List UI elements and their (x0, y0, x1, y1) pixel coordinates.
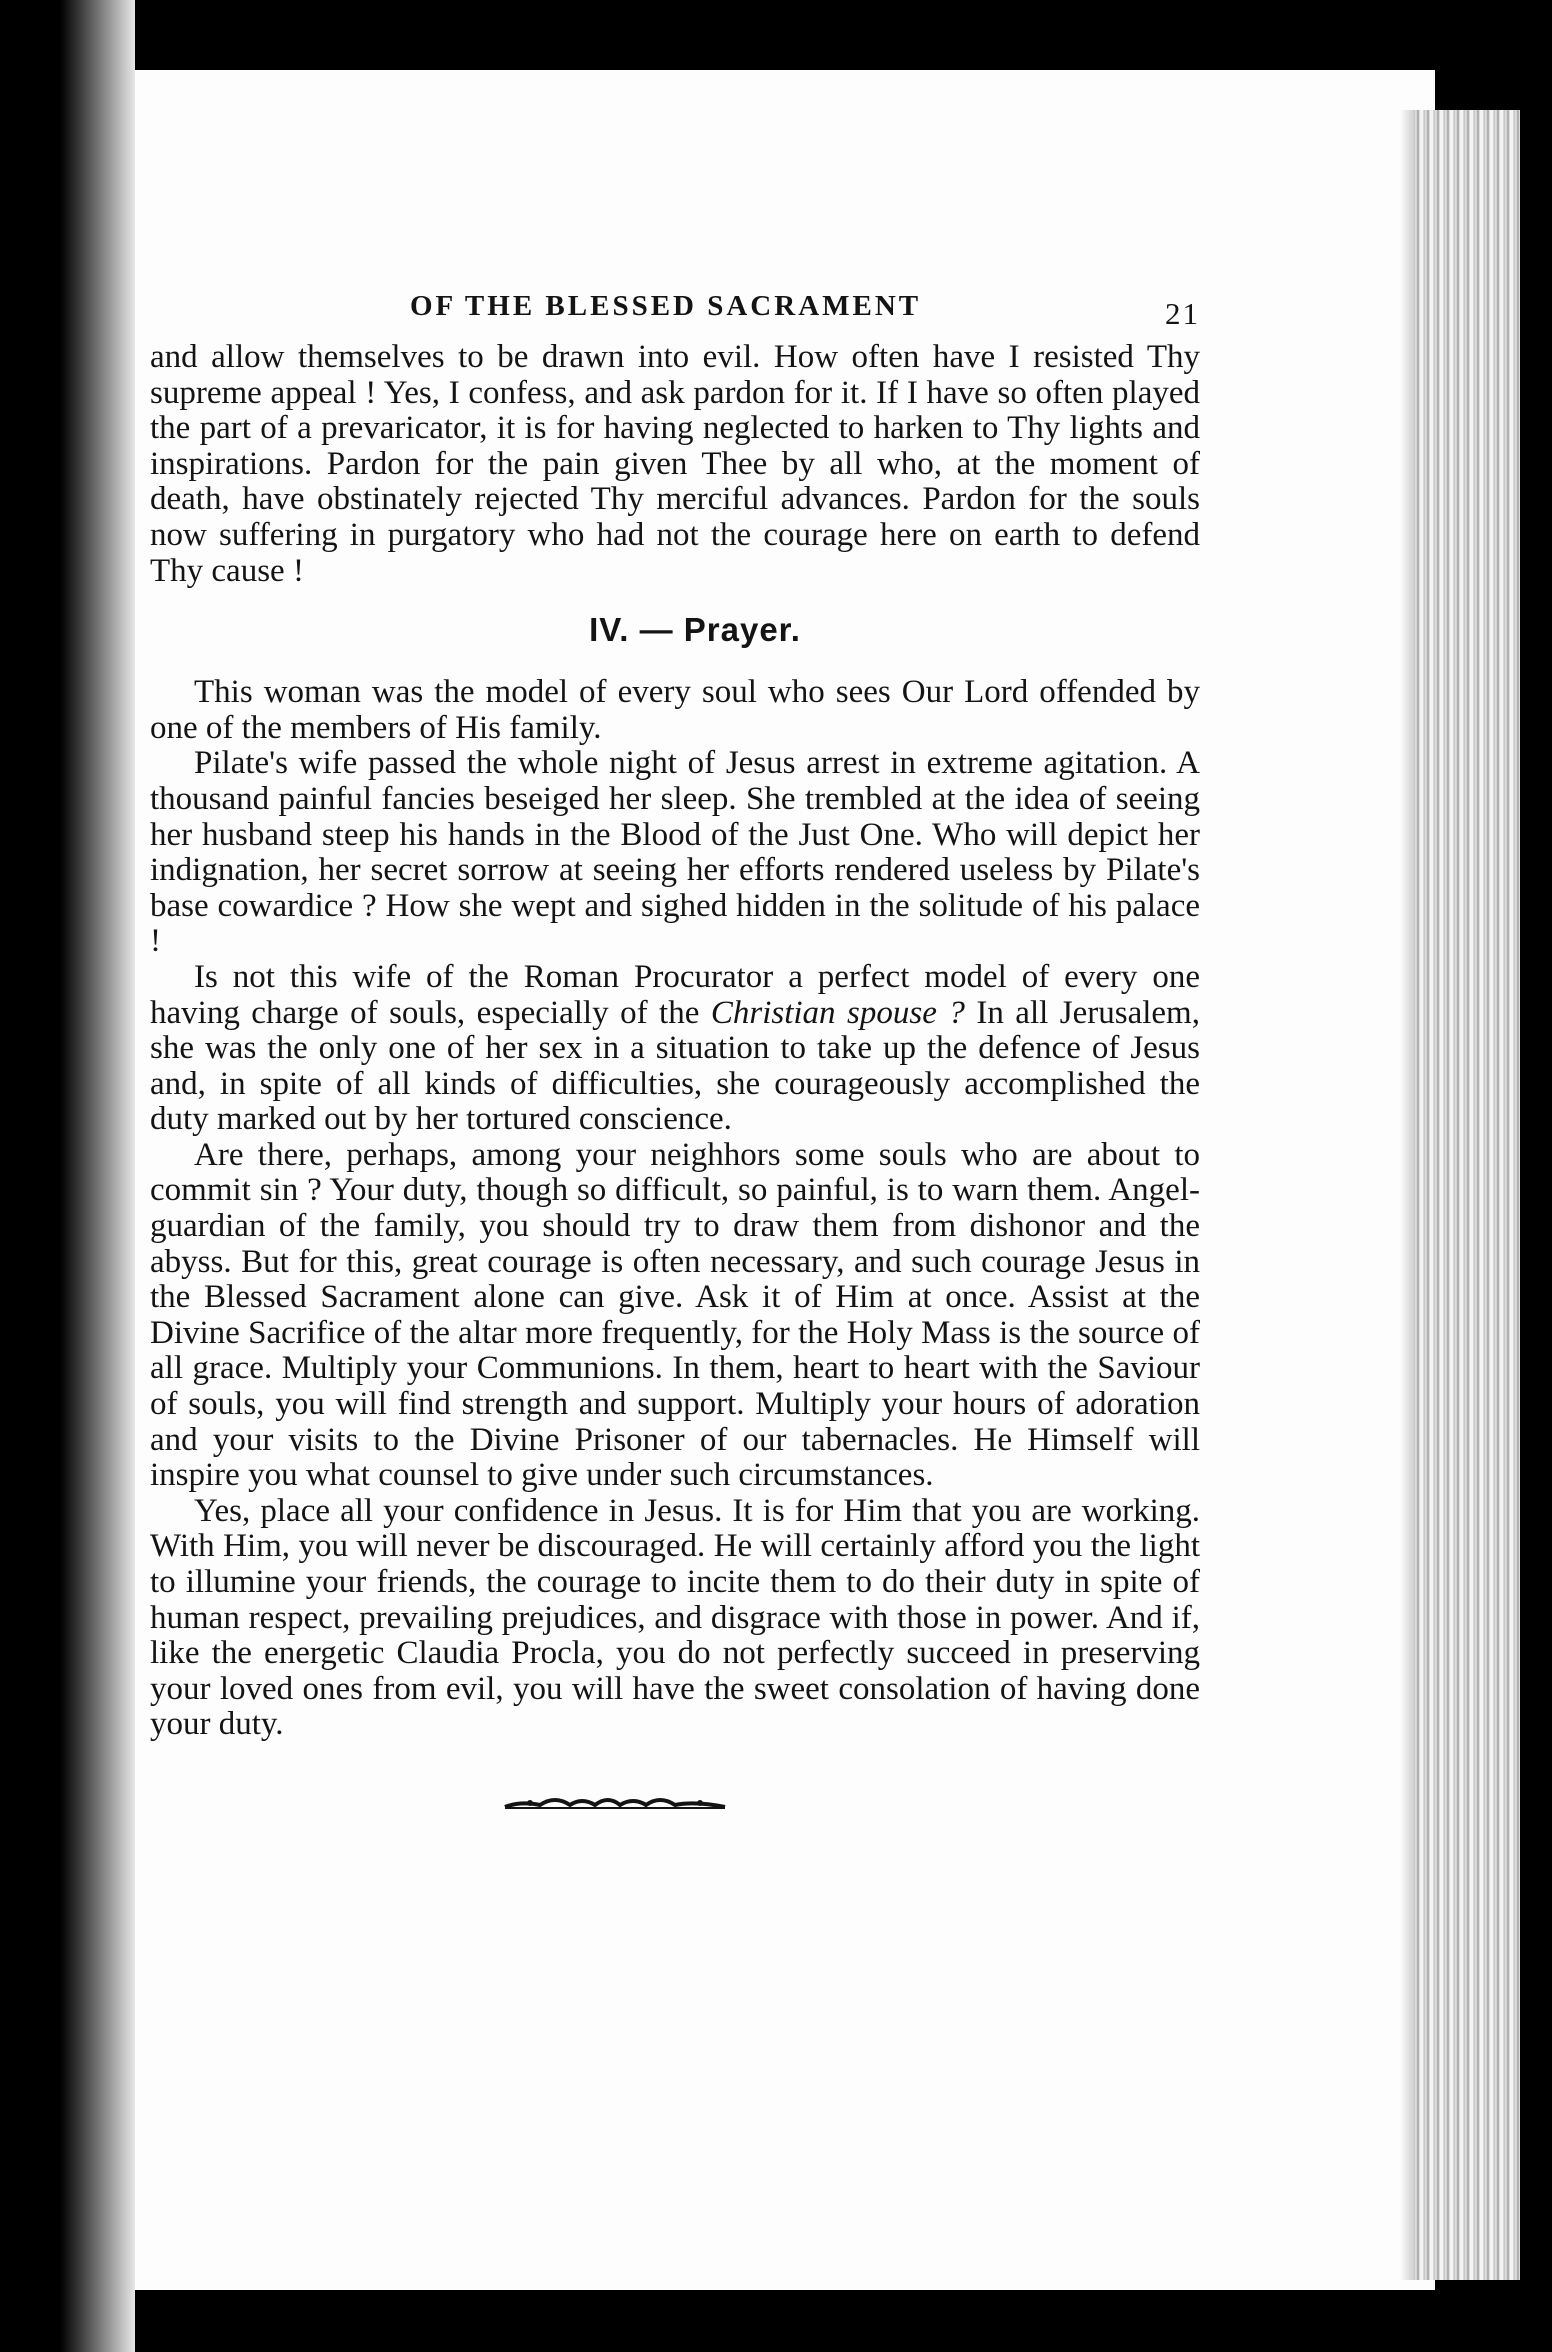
page-edges (1400, 110, 1520, 2280)
paragraph-pilates-wife: Pilate's wife passed the whole night of Jesus arrest in extreme agitation. A thousand painful fancies beseiged her sleep. She trembled at the idea of seeing her husband steep his hands in the Blood of the Just One. Who will depict her indignation, her secret sorrow at seeing her efforts rendered useless by Pilate's base cowardice ? How she wept and sighed hidden in the solitude of his palace ! (150, 745, 1200, 960)
page-content (150, 290, 1200, 1817)
running-head (150, 290, 1200, 340)
procurator-text-before: Is not this wife of the Roman Procurator a perfect model of every one having charge of souls, especially of the (150, 958, 1200, 1031)
paragraph-confidence: Yes, place all your confidence in Jesus. It is for Him that you are working. With Him, you will never be discouraged. He will certainly afford you the light to illumine your friends, the courage to incite them to do their duty in spite of human respect, prevailing prejudices, and disgrace with those in power. And if, like the energetic Claudia Procla, you do not perfectly succeed in preserving your loved ones from evil, you will have the sweet consolation of having done your duty. (150, 1492, 1200, 1743)
section-heading: IV. — Prayer. (589, 611, 801, 649)
opening-paragraph: and allow themselves to be drawn into evil. How often have I resisted Thy supreme appeal ! Yes, I confess, and ask pardon for it. If I have so often played the part of a prevaricator, it is for having neglected to harken to Thy lights and inspirations. Pardon for the pain given Thee by all who, at the moment of death, have obstinately rejected Thy merciful advances. Pardon for the souls now suffering in purgatory who had not the courage here on earth to defend Thy cause ! (150, 339, 1200, 589)
tailpiece-ornament-icon (500, 1791, 730, 1817)
paragraph-neighbors: Are there, perhaps, among your neighhors some souls who are about to commit sin ? Your duty, though so difficult, so painful, is to warn them. Angel-guardian of the family, you should try to draw them from dishonor and the abyss. But for this, great courage is often necessary, and such courage Jesus in the Blessed Sacrament alone can give. Ask it of Him at once. Assist at the Divine Sacrifice of the altar more frequently, for the Holy Mass is the source of all grace. Multiply your Communions. In them, heart to heart with the Saviour of souls, you will find strength and support. Multiply your hours of adoration and your visits to the Divine Prisoner of our tabernacles. He Himself will inspire you what counsel to give under such circumstances. (150, 1136, 1200, 1494)
running-title: OF THE BLESSED SACRAMENT (410, 290, 922, 322)
page-edge-shadow (1400, 110, 1414, 2280)
page-number: 21 (1165, 296, 1200, 331)
procurator-text-after: In all Jerusalem, she was the only one of her sex in a situation to take up the defence of Jesus and, in spite of all kinds of difficulties, she courageously accomplished the duty marked out by her tortured conscience. (150, 994, 1200, 1138)
paragraph-model-soul: This woman was the model of every soul who sees Our Lord offended by one of the members of His family. (150, 674, 1200, 746)
facing-page-gutter (0, 0, 135, 2352)
tailpiece-ornament (500, 1791, 730, 1817)
paragraph-procurator (150, 960, 1200, 1138)
christian-spouse-italic: Christian spouse ? (710, 994, 965, 1031)
